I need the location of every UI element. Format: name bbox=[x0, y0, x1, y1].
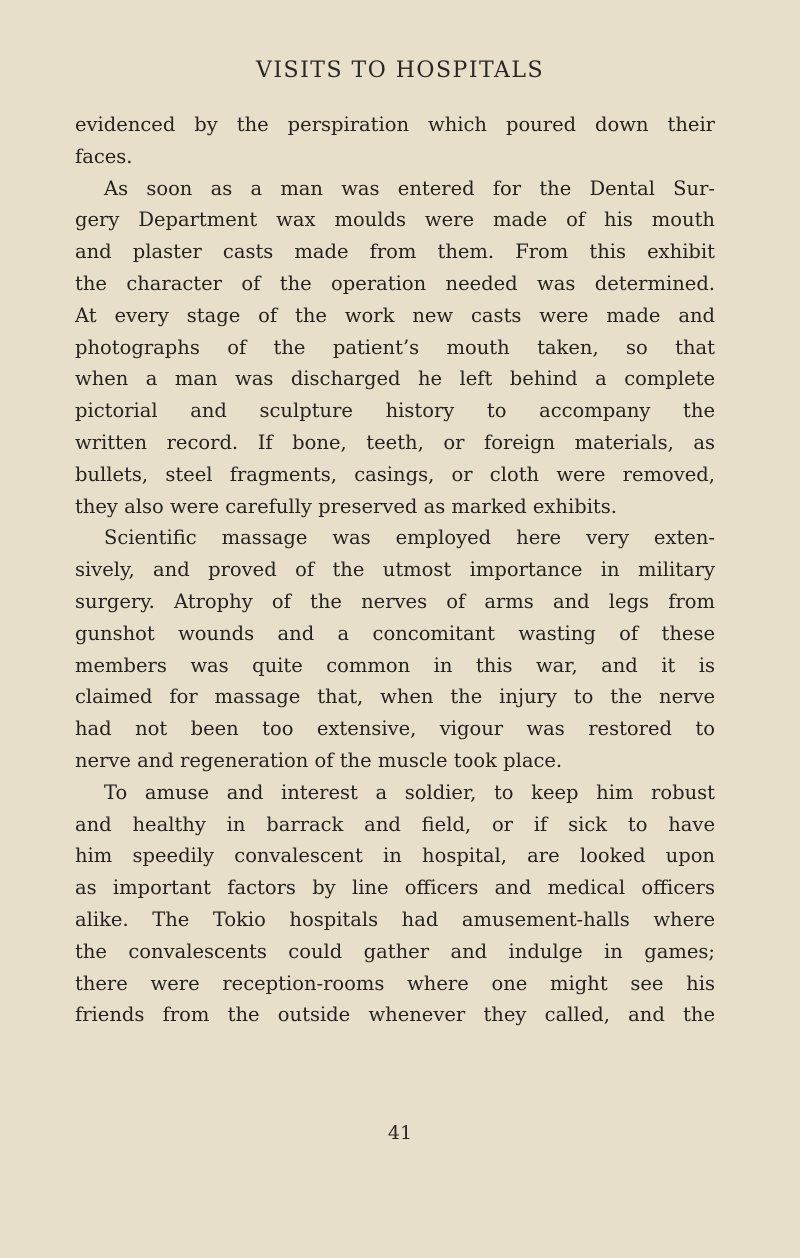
text-line: as important factors by line officers and medical officers bbox=[75, 876, 715, 900]
text-line: pictorial and sculpture history to accompany the bbox=[75, 399, 715, 423]
text-line: alike. The Tokio hospitals had amusement-halls where bbox=[75, 907, 715, 931]
text-line: nerve and regeneration of the muscle took place. bbox=[75, 748, 563, 772]
page-number: 41 bbox=[387, 1122, 413, 1144]
text-line: him speedily convalescent in hospital, are looked upon bbox=[75, 844, 715, 868]
text-line: gunshot wounds and a concomitant wasting of these bbox=[75, 621, 715, 645]
text-line: when a man was discharged he left behind a complete bbox=[75, 367, 715, 391]
text-line: had not been too extensive, vigour was restored to bbox=[75, 717, 715, 741]
text-line: friends from the outside whenever they called, and the bbox=[75, 1003, 715, 1027]
text-line: evidenced by the perspiration which poured down their bbox=[75, 113, 715, 136]
text-line: claimed for massage that, when the injury to the nerve bbox=[75, 685, 715, 709]
text-line: faces. bbox=[75, 144, 133, 168]
text-line: the character of the operation needed was determined. bbox=[75, 271, 715, 295]
text-line: there were reception-rooms where one might see his bbox=[75, 971, 715, 995]
text-line: As soon as a man was entered for the Dental Sur- bbox=[104, 176, 715, 200]
text-line: bullets, steel fragments, casings, or cloth were removed, bbox=[75, 462, 715, 486]
running-head: VISITS TO HOSPITALS bbox=[255, 58, 545, 83]
text-line: At every stage of the work new casts were made and bbox=[75, 303, 715, 327]
text-line: sively, and proved of the utmost importance in military bbox=[75, 558, 715, 582]
text-line: Scientific massage was employed here very exten- bbox=[104, 526, 715, 550]
body-text bbox=[75, 109, 715, 1031]
text-line: surgery. Atrophy of the nerves of arms and legs from bbox=[75, 589, 715, 613]
text-line: and plaster casts made from them. From this exhibit bbox=[75, 240, 715, 264]
text-line: and healthy in barrack and field, or if sick to have bbox=[75, 812, 715, 836]
text-line: photographs of the patient’s mouth taken, so that bbox=[75, 335, 715, 359]
text-line: members was quite common in this war, and it is bbox=[75, 653, 715, 677]
text-line: written record. If bone, teeth, or foreign materials, as bbox=[75, 430, 715, 454]
text-line: gery Department wax moulds were made of his mouth bbox=[75, 208, 715, 232]
text-line: they also were carefully preserved as marked exhibits. bbox=[75, 494, 617, 518]
text-line: the convalescents could gather and indulge in games; bbox=[75, 939, 715, 963]
text-line: To amuse and interest a soldier, to keep him robust bbox=[104, 780, 715, 804]
